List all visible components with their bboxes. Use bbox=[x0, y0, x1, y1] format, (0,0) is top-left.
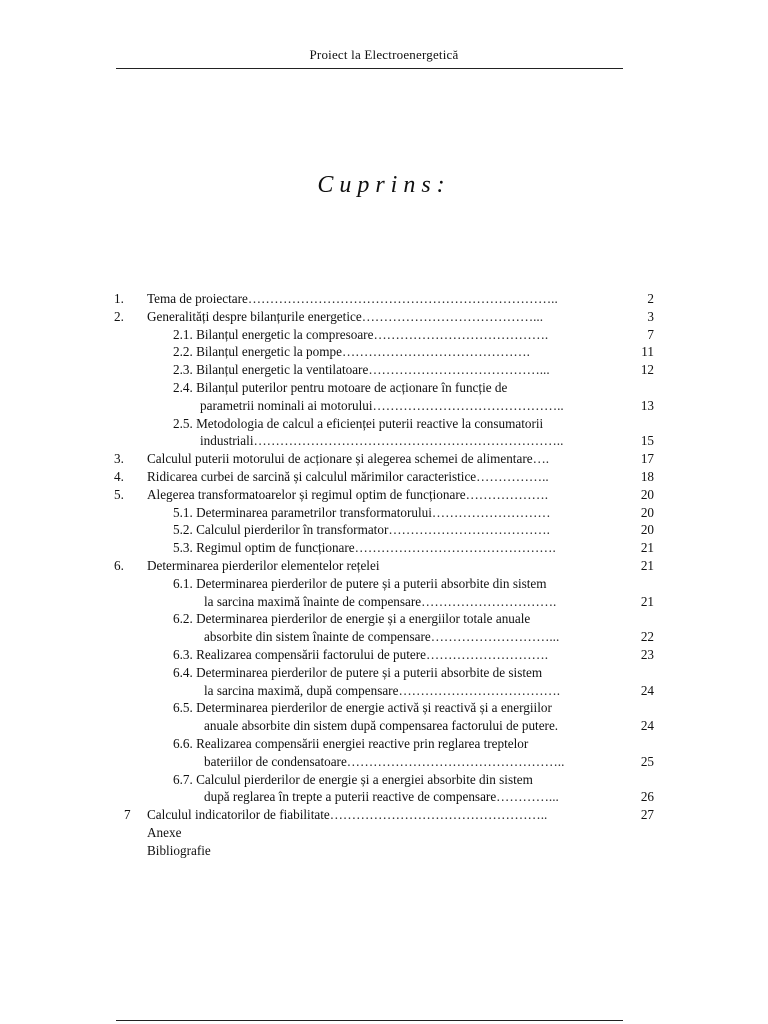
toc-entry bbox=[204, 593, 556, 611]
toc-entry bbox=[173, 699, 552, 717]
toc-leader-dots: ………………………. bbox=[426, 646, 548, 662]
toc-entry-label: 5.1. Determinarea parametrilor transformatorului bbox=[173, 504, 432, 520]
toc-row bbox=[114, 593, 654, 611]
toc-entry-label: Calculul indicatorilor de fiabilitate bbox=[147, 807, 330, 823]
running-header: Proiect la Electroenergetică bbox=[309, 47, 459, 62]
toc-entry-label: industriali bbox=[200, 433, 254, 449]
toc-entry-label: 2.5. Metodologia de calcul a eficienței puterii reactive la consumatorii bbox=[173, 415, 544, 431]
toc-entry-label: bateriilor de condensatoare bbox=[204, 753, 347, 769]
toc-row bbox=[114, 432, 654, 450]
toc-page-number: 20 bbox=[640, 522, 654, 538]
toc-page-number: 26 bbox=[640, 789, 654, 805]
toc-entry-label: Calculul puterii motorului de acționare și alegerea schemei de alimentare bbox=[147, 451, 533, 467]
toc-page-number: 11 bbox=[641, 344, 654, 360]
toc-page-number: 23 bbox=[640, 646, 654, 662]
toc-row bbox=[114, 361, 654, 379]
toc-leader-dots: …………………………. bbox=[421, 593, 557, 609]
toc-row bbox=[114, 788, 654, 806]
toc-entry bbox=[204, 628, 559, 646]
toc-entry-label: Ridicarea curbei de sarcină și calculul mărimilor caracteristice bbox=[147, 468, 477, 484]
toc-number: 4. bbox=[114, 468, 124, 484]
toc-number: 6. bbox=[114, 557, 124, 573]
toc-entry-label: Alegerea transformatoarelor și regimul optim de funcționare bbox=[147, 486, 466, 502]
toc-page-number: 21 bbox=[640, 540, 654, 556]
toc-entry bbox=[204, 717, 558, 735]
toc-entry-label: Generalități despre bilanțurile energetice bbox=[147, 308, 362, 324]
toc-row bbox=[114, 415, 654, 433]
toc-entry-label: la sarcina maximă, după compensare bbox=[204, 682, 399, 698]
toc-entry-label: 6.6. Realizarea compensării energiei reactive prin reglarea treptelor bbox=[173, 735, 529, 751]
toc-page-number: 21 bbox=[640, 557, 654, 573]
toc-entry bbox=[147, 842, 211, 860]
toc-row bbox=[114, 682, 654, 700]
toc-row bbox=[114, 735, 654, 753]
toc-entry bbox=[173, 504, 551, 522]
toc-number: 7 bbox=[124, 807, 131, 823]
toc-entry bbox=[173, 735, 528, 753]
toc-row bbox=[114, 753, 654, 771]
toc-entry-label: parametrii nominali ai motorului bbox=[200, 397, 373, 413]
toc-leader-dots: …………………………………………………………….. bbox=[247, 291, 558, 306]
toc-row bbox=[114, 326, 654, 344]
toc-entry-label: 2.1. Bilanțul energetic la compresoare bbox=[173, 326, 374, 342]
toc-leader-dots: …………….. bbox=[476, 468, 549, 484]
toc-entry bbox=[173, 379, 507, 397]
page-title: Cuprins: bbox=[317, 172, 451, 198]
toc-leader-dots: ………………………………. bbox=[398, 682, 560, 698]
toc-entry-label: anuale absorbite din sistem după compensarea factorului de putere. bbox=[204, 718, 559, 734]
toc-entry-label: după reglarea în trepte a puterii reactive de compensare bbox=[204, 789, 497, 805]
toc-row bbox=[114, 521, 654, 539]
footer-rule bbox=[116, 1020, 623, 1021]
toc-entry bbox=[147, 450, 549, 468]
toc-row bbox=[114, 824, 654, 842]
toc-row bbox=[114, 450, 654, 468]
toc-entry-label: 6.1. Determinarea pierderilor de putere și a puterii absorbite din sistem bbox=[173, 575, 547, 591]
toc-entry bbox=[204, 788, 559, 806]
toc-entry-label: 6.3. Realizarea compensării factorului de putere bbox=[173, 646, 427, 662]
toc-leader-dots: …………………………………... bbox=[368, 362, 550, 378]
toc-row bbox=[114, 717, 654, 735]
toc-leader-dots: …………………………………………………………….. bbox=[253, 433, 564, 449]
toc-number: 5. bbox=[114, 486, 124, 502]
toc-page-number: 24 bbox=[640, 718, 654, 734]
toc-row bbox=[114, 646, 654, 664]
toc-row bbox=[114, 842, 654, 860]
toc-row bbox=[114, 397, 654, 415]
toc-entry bbox=[204, 753, 564, 771]
toc-page-number: 27 bbox=[640, 807, 654, 823]
toc-entry bbox=[147, 308, 543, 326]
toc-entry bbox=[173, 575, 547, 593]
toc-entry bbox=[173, 610, 530, 628]
toc-entry bbox=[147, 806, 547, 824]
toc-leader-dots: ………………………... bbox=[430, 629, 560, 645]
toc-entry bbox=[200, 432, 563, 450]
toc-page-number: 17 bbox=[640, 451, 654, 467]
toc-entry bbox=[200, 397, 564, 415]
toc-page-number: 20 bbox=[640, 486, 654, 502]
toc-leader-dots: ……………………… bbox=[431, 504, 551, 520]
toc-leader-dots: …………………………………….. bbox=[372, 397, 564, 413]
toc-entry-label: Determinarea pierderilor elementelor rețelei bbox=[147, 557, 380, 573]
toc-leader-dots: ………………………………………. bbox=[354, 540, 556, 556]
toc-page-number: 18 bbox=[640, 468, 654, 484]
toc-page-number: 7 bbox=[647, 326, 654, 342]
toc-entry-label: Bibliografie bbox=[147, 842, 211, 858]
toc-row bbox=[114, 771, 654, 789]
toc-number: 3. bbox=[114, 451, 124, 467]
toc-page-number: 12 bbox=[640, 362, 654, 378]
toc-page-number: 20 bbox=[640, 504, 654, 520]
toc-page-number: 24 bbox=[640, 682, 654, 698]
toc-row bbox=[114, 664, 654, 682]
toc-leader-dots: ………………. bbox=[465, 486, 548, 502]
toc-entry-label: absorbite din sistem înainte de compensare bbox=[204, 629, 431, 645]
toc-entry bbox=[147, 824, 181, 842]
toc-page-number: 25 bbox=[640, 753, 654, 769]
toc-entry bbox=[147, 468, 549, 486]
toc-entry-label: 6.7. Calculul pierderilor de energie și a energiei absorbite din sistem bbox=[173, 771, 533, 787]
toc-entry bbox=[147, 557, 379, 575]
toc-page-number: 3 bbox=[647, 308, 654, 324]
toc-entry-label: 2.3. Bilanțul energetic la ventilatoare bbox=[173, 362, 369, 378]
toc-leader-dots: …………... bbox=[496, 789, 559, 805]
toc-row bbox=[114, 290, 654, 308]
toc-entry bbox=[147, 486, 548, 504]
toc-leader-dots: …………………………………. bbox=[373, 326, 549, 342]
toc-entry bbox=[204, 682, 560, 700]
toc-entry-label: 6.4. Determinarea pierderilor de putere și a puterii absorbite de sistem bbox=[173, 664, 543, 680]
toc-row bbox=[114, 343, 654, 361]
toc-row bbox=[114, 557, 654, 575]
toc-row bbox=[114, 610, 654, 628]
toc-entry bbox=[173, 326, 548, 344]
toc-entry-label: 5.2. Calculul pierderilor în transformator bbox=[173, 522, 389, 538]
toc-entry bbox=[173, 361, 550, 379]
toc-entry bbox=[173, 539, 556, 557]
table-of-contents bbox=[114, 290, 654, 860]
toc-row bbox=[114, 699, 654, 717]
toc-row bbox=[114, 379, 654, 397]
toc-entry-label: 2.2. Bilanțul energetic la pompe bbox=[173, 344, 342, 360]
toc-entry bbox=[173, 771, 533, 789]
toc-number: 1. bbox=[114, 291, 124, 306]
toc-row bbox=[114, 539, 654, 557]
toc-row bbox=[114, 308, 654, 326]
toc-leader-dots: ……………………………………. bbox=[341, 344, 530, 360]
toc-entry-label: 6.5. Determinarea pierderilor de energie activă și reactivă și a energiilor bbox=[173, 700, 552, 716]
header-rule bbox=[116, 68, 623, 69]
toc-leader-dots: …………………………………... bbox=[361, 308, 544, 324]
toc-entry-label: Anexe bbox=[147, 824, 182, 840]
toc-row bbox=[114, 504, 654, 522]
toc-entry bbox=[173, 664, 542, 682]
toc-page-number: 2 bbox=[647, 291, 654, 306]
toc-entry bbox=[173, 646, 548, 664]
toc-leader-dots: ………………………………. bbox=[388, 522, 550, 538]
toc-row bbox=[114, 806, 654, 824]
toc-row bbox=[114, 628, 654, 646]
toc-entry-label: la sarcina maximă înainte de compensare bbox=[204, 593, 422, 609]
toc-entry-label: Tema de proiectare bbox=[147, 291, 248, 306]
toc-leader-dots: ………………………………………….. bbox=[346, 753, 565, 769]
toc-entry bbox=[173, 415, 543, 433]
toc-page-number: 21 bbox=[640, 593, 654, 609]
toc-entry bbox=[173, 343, 530, 361]
toc-entry-label: 5.3. Regimul optim de funcționare bbox=[173, 540, 355, 556]
toc-leader-dots: ………………………………………….. bbox=[329, 807, 548, 823]
toc-page-number: 13 bbox=[640, 397, 654, 413]
toc-entry bbox=[173, 521, 550, 539]
toc-entry-label: 2.4. Bilanțul puterilor pentru motoare de acționare în funcție de bbox=[173, 379, 508, 395]
toc-page-number: 22 bbox=[640, 629, 654, 645]
toc-row bbox=[114, 468, 654, 486]
toc-row bbox=[114, 575, 654, 593]
toc-page-number: 15 bbox=[640, 433, 654, 449]
toc-leader-dots: …. bbox=[532, 451, 550, 467]
toc-number: 2. bbox=[114, 308, 124, 324]
toc-entry-label: 6.2. Determinarea pierderilor de energie și a energiilor totale anuale bbox=[173, 611, 531, 627]
toc-row bbox=[114, 486, 654, 504]
toc-entry bbox=[147, 290, 558, 308]
